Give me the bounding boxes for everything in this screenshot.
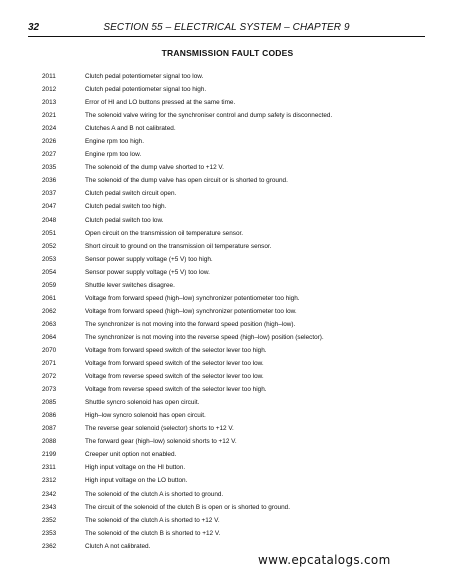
fault-code-number: 2051 [42,229,57,237]
fault-code-number: 2342 [42,490,57,498]
fault-code-row [42,474,442,487]
fault-code-row [42,331,442,344]
fault-code-description: The solenoid of the clutch B is shorted to +12 V. [85,529,221,537]
fault-code-number: 2199 [42,451,57,459]
section-title: SECTION 55 – ELECTRICAL SYSTEM – CHAPTER 9 [103,22,350,33]
fault-code-row [42,409,442,422]
fault-code-row [42,253,442,266]
fault-code-description: Engine rpm too high. [85,138,144,146]
fault-code-description: The forward gear (high–low) solenoid shorts to +12 V. [85,438,237,446]
fault-code-description: Creeper unit option not enabled. [85,451,177,459]
fault-code-row [42,292,442,305]
fault-code-row [42,135,442,148]
fault-code-description: The solenoid of the clutch A is shorted to +12 V. [85,516,220,524]
fault-code-number: 2047 [42,203,57,211]
fault-code-number: 2021 [42,112,57,120]
fault-code-description: Voltage from reverse speed switch of the selector lever too high. [85,386,267,394]
fault-code-number: 2063 [42,320,57,328]
page-header [28,20,425,36]
fault-code-row [42,266,442,279]
fault-code-number: 2059 [42,281,57,289]
fault-code-row [42,109,442,122]
fault-code-description: Voltage from forward speed (high–low) synchronizer potentiometer too low. [85,307,297,315]
fault-code-description: Open circuit on the transmission oil temperature sensor. [85,229,244,237]
fault-code-number: 2036 [42,177,57,185]
fault-code-number: 2352 [42,516,57,524]
fault-code-row [42,396,442,409]
fault-code-row [42,461,442,474]
fault-code-description: Clutch pedal potentiometer signal too low. [85,73,204,81]
fault-code-number: 2072 [42,373,57,381]
fault-code-number: 2027 [42,151,57,159]
fault-code-row [42,344,442,357]
fault-code-description: Engine rpm too low. [85,151,142,159]
fault-code-row [42,70,442,83]
fault-code-number: 2024 [42,125,57,133]
fault-code-description: The solenoid of the clutch A is shorted to ground. [85,490,224,498]
fault-code-number: 2343 [42,503,57,511]
fault-code-number: 2070 [42,347,57,354]
fault-code-description: High–low syncro solenoid has open circuit. [85,412,206,420]
watermark-url: www.epcatalogs.com [258,553,391,567]
fault-code-number: 2062 [42,307,57,315]
fault-code-description: Clutch pedal switch circuit open. [85,190,177,198]
fault-code-description: The solenoid of the dump valve shorted to +12 V. [85,164,224,172]
fault-code-number: 2011 [42,73,56,81]
fault-code-number: 2012 [42,86,57,94]
fault-code-description: Voltage from forward speed switch of the selector lever too low. [85,360,264,368]
fault-code-row [42,279,442,292]
fault-code-row [42,514,442,527]
fault-code-row [42,422,442,435]
fault-code-number: 2048 [42,216,57,224]
fault-code-row [42,448,442,461]
fault-code-row [42,501,442,514]
fault-code-number: 2086 [42,412,57,420]
document-title: TRANSMISSION FAULT CODES [161,48,294,58]
fault-code-row [42,383,442,396]
fault-code-row [42,200,442,213]
fault-code-row [42,240,442,253]
fault-code-description: Voltage from forward speed (high–low) synchronizer potentiometer too high. [85,294,300,302]
fault-code-description: Voltage from reverse speed switch of the selector lever too low. [85,373,264,381]
fault-code-row [42,305,442,318]
fault-code-description: The solenoid of the dump valve has open circuit or is shorted to ground. [85,177,288,185]
fault-code-number: 2353 [42,529,57,537]
fault-code-description: Sensor power supply voltage (+5 V) too low. [85,268,210,276]
fault-code-number: 2362 [42,542,57,550]
fault-code-description: Error of HI and LO buttons pressed at the same time. [85,99,236,107]
fault-code-description: Clutch pedal switch too high. [85,203,167,211]
fault-code-row [42,370,442,383]
fault-code-number: 2073 [42,386,57,394]
fault-code-row [42,435,442,448]
fault-code-description: The solenoid valve wiring for the synchroniser control and dump safety is disconnected. [85,112,333,120]
page-number: 32 [28,22,40,33]
fault-code-number: 2087 [42,425,57,433]
fault-code-description: The synchronizer is not moving into the reverse speed (high–low) position (selector). [85,333,324,341]
fault-code-row [42,488,442,501]
fault-code-row [42,357,442,370]
fault-code-row [42,527,442,540]
fault-code-row [42,174,442,187]
fault-code-number: 2085 [42,399,57,407]
fault-code-list [42,70,442,553]
fault-code-number: 2053 [42,255,57,263]
fault-code-row [42,540,442,553]
fault-code-row [42,83,442,96]
fault-code-description: Voltage from forward speed switch of the selector lever too high. [85,347,267,354]
fault-code-description: Sensor power supply voltage (+5 V) too high. [85,255,213,263]
fault-code-row [42,148,442,161]
fault-code-description: Clutch pedal switch too low. [85,216,164,224]
fault-code-number: 2026 [42,138,57,146]
fault-code-row [42,122,442,135]
fault-code-number: 2312 [42,477,57,485]
fault-code-description: Shuttle syncro solenoid has open circuit. [85,399,200,407]
fault-code-number: 2088 [42,438,57,446]
fault-code-number: 2013 [42,99,57,107]
fault-code-row [42,96,442,109]
fault-code-row [42,214,442,227]
fault-code-description: Clutch pedal potentiometer signal too high. [85,86,207,94]
fault-code-row [42,187,442,200]
fault-code-row [42,161,442,174]
fault-code-description: The synchronizer is not moving into the forward speed position (high–low). [85,320,296,328]
fault-code-number: 2061 [42,294,57,302]
fault-code-number: 2311 [42,464,56,472]
fault-code-number: 2052 [42,242,57,250]
fault-code-row [42,227,442,240]
fault-code-row [42,318,442,331]
fault-code-description: Clutch A not calibrated. [85,542,151,550]
header-divider [28,36,425,37]
fault-code-number: 2064 [42,333,57,341]
fault-code-description: The circuit of the solenoid of the clutch B is open or is shorted to ground. [85,503,290,511]
fault-code-number: 2071 [42,360,57,368]
fault-code-description: Short circuit to ground on the transmission oil temperature sensor. [85,242,272,250]
fault-code-description: High input voltage on the HI button. [85,464,186,472]
fault-code-number: 2054 [42,268,57,276]
fault-code-description: The reverse gear solenoid (selector) shorts to +12 V. [85,425,234,433]
fault-code-description: Shuttle lever switches disagree. [85,281,175,289]
fault-code-description: High input voltage on the LO button. [85,477,188,485]
fault-code-number: 2037 [42,190,57,198]
fault-code-description: Clutches A and B not calibrated. [85,125,176,133]
fault-code-number: 2035 [42,164,57,172]
